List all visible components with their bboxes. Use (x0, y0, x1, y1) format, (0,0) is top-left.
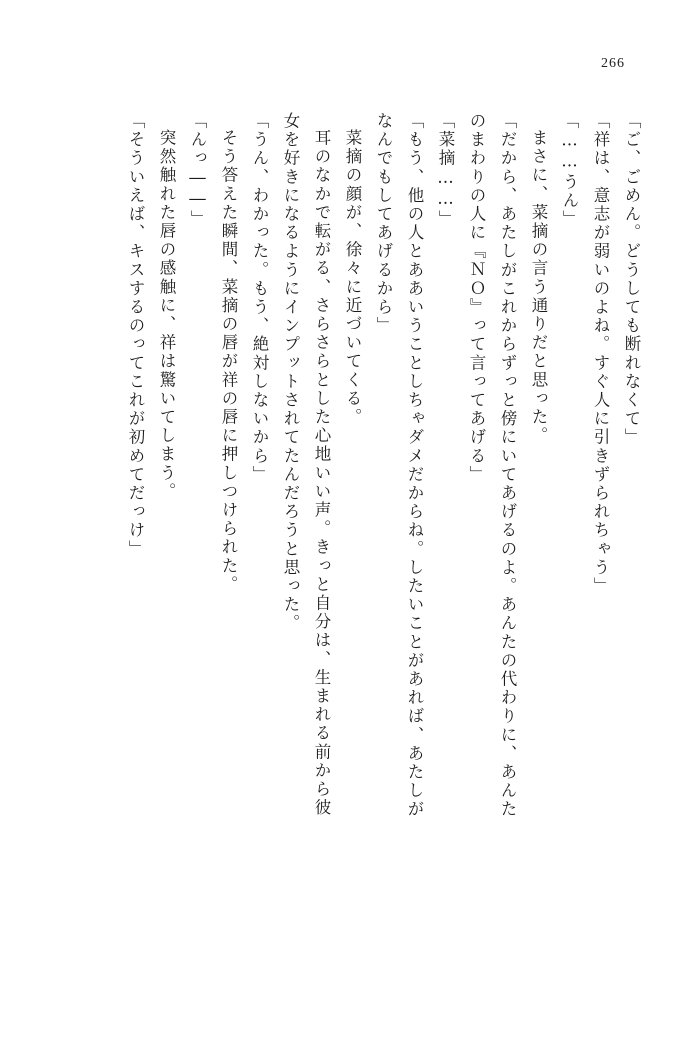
text-line: 「ご、ごめん。どうしても断れなくて」 (622, 112, 641, 447)
text-line: まさに、菜摘の言う通りだと思った。 (529, 129, 548, 446)
text-line: 「もう、他の人とああいうことしちゃダメだからね。したいことがあれば、あたしが (405, 112, 424, 819)
text-line: そう答えた瞬間、菜摘の唇が祥の唇に押しつけられた。 (219, 129, 238, 594)
text-line: 女を好きになるようにインプットされてたんだろうと思った。 (281, 112, 300, 633)
text-line: 菜摘の顔が、徐々に近づいてくる。 (343, 129, 362, 427)
text-line: なんでもしてあげるから」 (374, 112, 393, 336)
text-line: 「んっ――」 (188, 112, 207, 229)
text-line: 「うん、わかった。もう、絶対しないから」 (250, 112, 269, 484)
text-line: 「そういえば、キスするのってこれが初めてだっけ」 (126, 112, 145, 559)
text-line: 「だから、あたしがこれからずっと傍にいてあげるのよ。あんたの代わりに、あんた (498, 112, 517, 819)
text-line: 「菜摘……」 (436, 112, 455, 229)
text-line: 「……うん」 (560, 112, 579, 229)
page-number: 266 (601, 56, 625, 71)
vertical-text-body (56, 112, 639, 990)
text-line: 耳のなかで転がる、さらさらとした心地いい声。きっと自分は、生まれる前から彼 (312, 129, 331, 818)
text-line: 突然触れた唇の感触に、祥は驚いてしまう。 (157, 129, 176, 501)
text-line: のまわりの人に『ＮＯ』って言ってあげる」 (467, 112, 486, 484)
text-line: 「祥は、意志が弱いのよね。すぐ人に引きずられちゃう」 (591, 112, 610, 596)
